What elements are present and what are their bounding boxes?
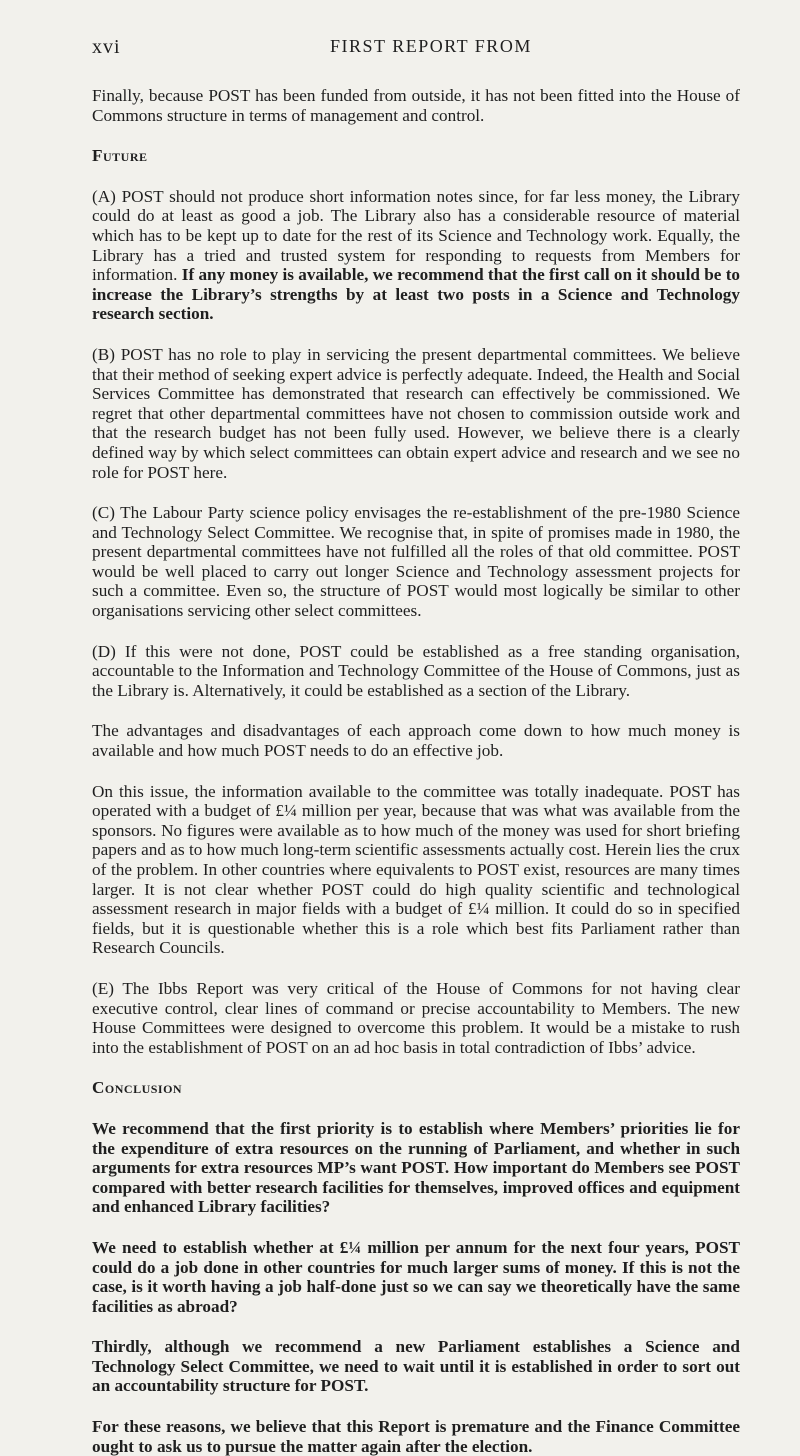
paragraph-b: (B) POST has no role to play in servicing the present departmental committees. We believe that their method of seeking expert advice is perfectly adequate. Indeed, the Health and Social Services Committee has demonstrated that research can effectively be commissioned. We regret that other departmental committees have not chosen to commission outside work and that the research budget has not been fully used. However, we believe there is a clearly defined way by which select committees can obtain expert advice and research and we see no role for POST here.: [92, 344, 740, 482]
paragraph-e: (E) The Ibbs Report was very critical of the House of Commons for not having clear executive control, clear lines of command or precise accountability to Members. The new House Committees were designed to overcome this problem. It would be a mistake to rush into the establishment of POST on an ad hoc basis in total contradiction of Ibbs’ advice.: [92, 978, 740, 1057]
paragraph-a-text: (A) POST should not produce short information notes since, for far less money, the Library could do at least as good a job. The Library also has a considerable resource of material which has to be kept up to date for the rest of its Science and Technology work. Equally, the Library has a tried and trusted system for responding to requests from Members for information.: [92, 186, 740, 285]
paragraph-d: (D) If this were not done, POST could be established as a free standing organisation, accountable to the Information and Technology Committee of the House of Commons, just as the Library is. Alternatively, it could be established as a section of the Library.: [92, 641, 740, 700]
page-header: [0, 36, 800, 62]
paragraph-c: (C) The Labour Party science policy envisages the re-establishment of the pre-1980 Science and Technology Select Committee. We recognise that, in spite of promises made in 1980, the present departmental committees have not fulfilled all the roles of that old committee. POST would be well placed to carry out longer Science and Technology assessment projects for such a committee. Even so, the structure of POST would most logically be similar to other organisations servicing other select committees.: [92, 503, 740, 621]
conclusion-priorities: We recommend that the first priority is to establish where Members’ priorities lie for the expenditure of extra resources on the running of Parliament, and whether in such arguments for extra resources MP’s want POST. How important do Members see POST compared with better research facilities for themselves, improved offices and equipment and enhanced Library facilities?: [92, 1118, 740, 1217]
section-heading-conclusion: Conclusion: [92, 1078, 183, 1098]
page-number: xvi: [92, 36, 121, 58]
conclusion-premature: For these reasons, we believe that this Report is premature and the Finance Committee ought to ask us to pursue the matter again after the election.: [92, 1417, 740, 1456]
paragraph-a-recommendation: If any money is available, we recommend that the first call on it should be to increase the Library’s strengths by at least two posts in a Science and Technology research section.: [92, 265, 741, 324]
paragraph-intro: Finally, because POST has been funded from outside, it has not been fitted into the House of Commons structure in terms of management and control.: [92, 86, 740, 125]
paragraph-a: [92, 187, 740, 324]
paragraph-advantages: The advantages and disadvantages of each approach come down to how much money is available and how much POST needs to do an effective job.: [92, 721, 740, 761]
body-text: [92, 86, 740, 1456]
paragraph-budget: On this issue, the information available to the committee was totally inadequate. POST has operated with a budget of £¼ million per year, because that was what was available from the sponsors. No figures were available as to how much of the money was used for short briefing papers and as to how much long-term scientific assessments actually cost. Herein lies the crux of the problem. In other countries where equivalents to POST exist, resources are many times larger. It is not clear whether POST could do high quality scientific and technological assessment research in major fields with a budget of £¼ million. It could do so in specified fields, but it is questionable whether this is a role which best fits Parliament rather than Research Councils.: [92, 781, 740, 958]
conclusion-budget: We need to establish whether at £¼ million per annum for the next four years, POST could do a job done in other countries for much larger sums of money. If this is not the case, is it worth having a job half-done just so we can say we theoretically have the same facilities as abroad?: [92, 1237, 740, 1316]
running-title: FIRST REPORT FROM: [330, 36, 532, 56]
section-heading-future: Future: [92, 146, 148, 166]
conclusion-committee: Thirdly, although we recommend a new Parliament establishes a Science and Technology Select Committee, we need to wait until it is established in order to sort out an accountability structure for POST.: [92, 1337, 740, 1396]
